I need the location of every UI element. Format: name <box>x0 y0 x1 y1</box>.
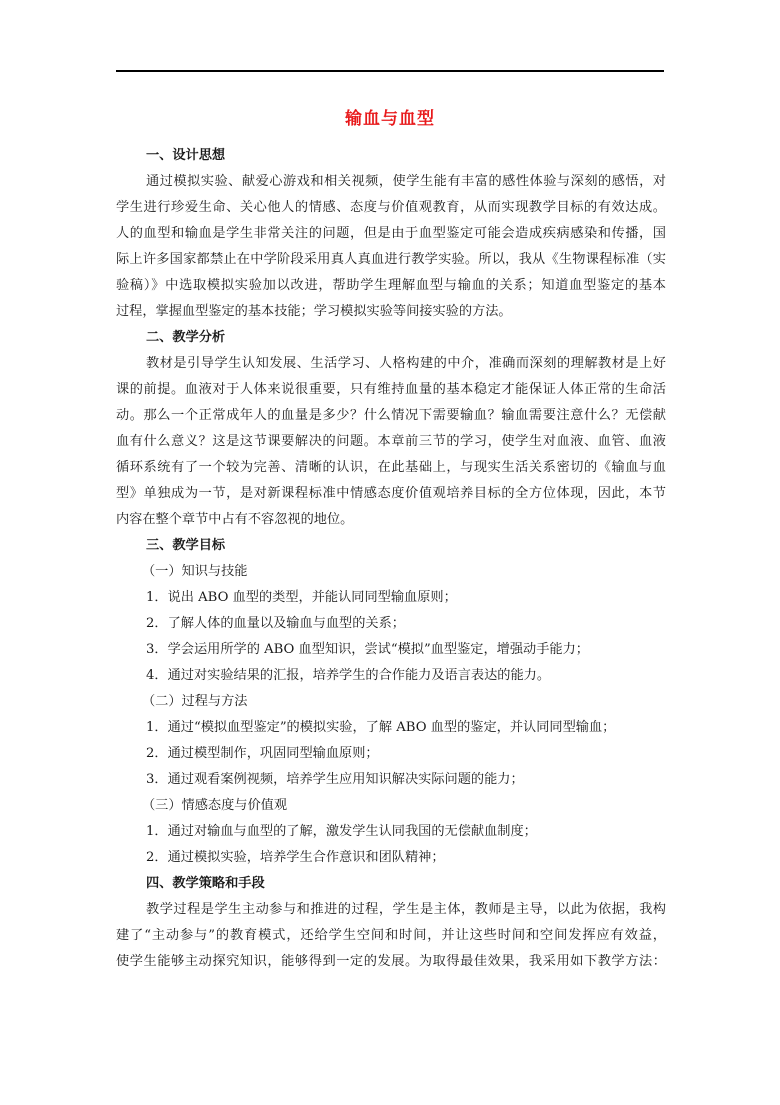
paragraph-line: 型》单独成为一节，是对新课程标准中情感态度价值观培养目标的全方位体现，因此，本节 <box>116 486 666 501</box>
subsection-heading: （三）情感态度与价值观 <box>142 798 288 813</box>
paragraph-line: 教学过程是学生主动参与和推进的过程，学生是主体，教师是主导，以此为依据，我构 <box>146 902 666 917</box>
paragraph-line: 建了“主动参与”的教育模式，还给学生空间和时间，并让这些时间和空间发挥应有效益， <box>116 928 666 943</box>
paragraph-line: 人的血型和输血是学生非常关注的问题，但是由于血型鉴定可能会造成疾病感染和传播，国 <box>116 226 666 241</box>
paragraph-line: 际上许多国家都禁止在中学阶段采用真人真血进行教学实验。所以，我从《生物课程标准（实 <box>116 252 666 267</box>
header-rule <box>116 70 664 72</box>
page-title: 输血与血型 <box>345 109 435 129</box>
list-item: 2．通过模拟实验，培养学生合作意识和团队精神； <box>146 850 445 865</box>
section-heading: 三、教学目标 <box>146 538 226 553</box>
list-item: 2．通过模型制作，巩固同型输血原则； <box>146 746 379 761</box>
paragraph-line: 动。那么一个正常成年人的血量是多少？什么情况下需要输血？输血需要注意什么？无偿献 <box>116 408 666 423</box>
list-item: 1．通过“模拟血型鉴定”的模拟实验，了解 ABO 血型的鉴定，并认同同型输血； <box>146 720 616 735</box>
subsection-heading: （一）知识与技能 <box>142 564 248 579</box>
subsection-heading: （二）过程与方法 <box>142 694 248 709</box>
paragraph-line: 血有什么意义？这是这节课要解决的问题。本章前三节的学习，使学生对血液、血管、血液 <box>116 434 666 449</box>
section-heading: 四、教学策略和手段 <box>146 876 265 891</box>
section-heading: 一、设计思想 <box>146 148 226 163</box>
paragraph-line: 使学生能够主动探究知识，能够得到一定的发展。为取得最佳效果，我采用如下教学方法： <box>116 954 666 969</box>
paragraph-line: 内容在整个章节中占有不容忽视的地位。 <box>116 512 354 527</box>
paragraph-line: 过程，掌握血型鉴定的基本技能；学习模拟实验等间接实验的方法。 <box>116 304 512 319</box>
document-body <box>116 143 666 975</box>
paragraph-line: 学生进行珍爱生命、关心他人的情感、态度与价值观教育，从而实现教学目标的有效达成。 <box>116 200 666 215</box>
list-item: 4．通过对实验结果的汇报，培养学生的合作能力及语言表达的能力。 <box>146 668 551 683</box>
list-item: 3．学会运用所学的 ABO 血型知识，尝试“模拟”血型鉴定，增强动手能力； <box>146 642 589 657</box>
list-item: 3．通过观看案例视频，培养学生应用知识解决实际问题的能力； <box>146 772 524 787</box>
section-heading: 二、教学分析 <box>146 330 226 345</box>
paragraph-line: 验稿）》中选取模拟实验加以改进，帮助学生理解血型与输血的关系；知道血型鉴定的基本 <box>116 278 666 293</box>
paragraph-line: 循环系统有了一个较为完善、清晰的认识，在此基础上，与现实生活关系密切的《输血与血 <box>116 460 666 475</box>
paragraph-line: 通过模拟实验、献爱心游戏和相关视频，使学生能有丰富的感性体验与深刻的感悟，对 <box>146 174 666 189</box>
paragraph-line: 课的前提。血液对于人体来说很重要，只有维持血量的基本稳定才能保证人体正常的生命活 <box>116 382 666 397</box>
paragraph-line: 教材是引导学生认知发展、生活学习、人格构建的中介，准确而深刻的理解教材是上好 <box>146 356 666 371</box>
list-item: 1．说出 ABO 血型的类型，并能认同同型输血原则； <box>146 590 457 605</box>
list-item: 1．通过对输血与血型的了解，激发学生认同我国的无偿献血制度； <box>146 824 537 839</box>
list-item: 2．了解人体的血量以及输血与血型的关系； <box>146 616 405 631</box>
